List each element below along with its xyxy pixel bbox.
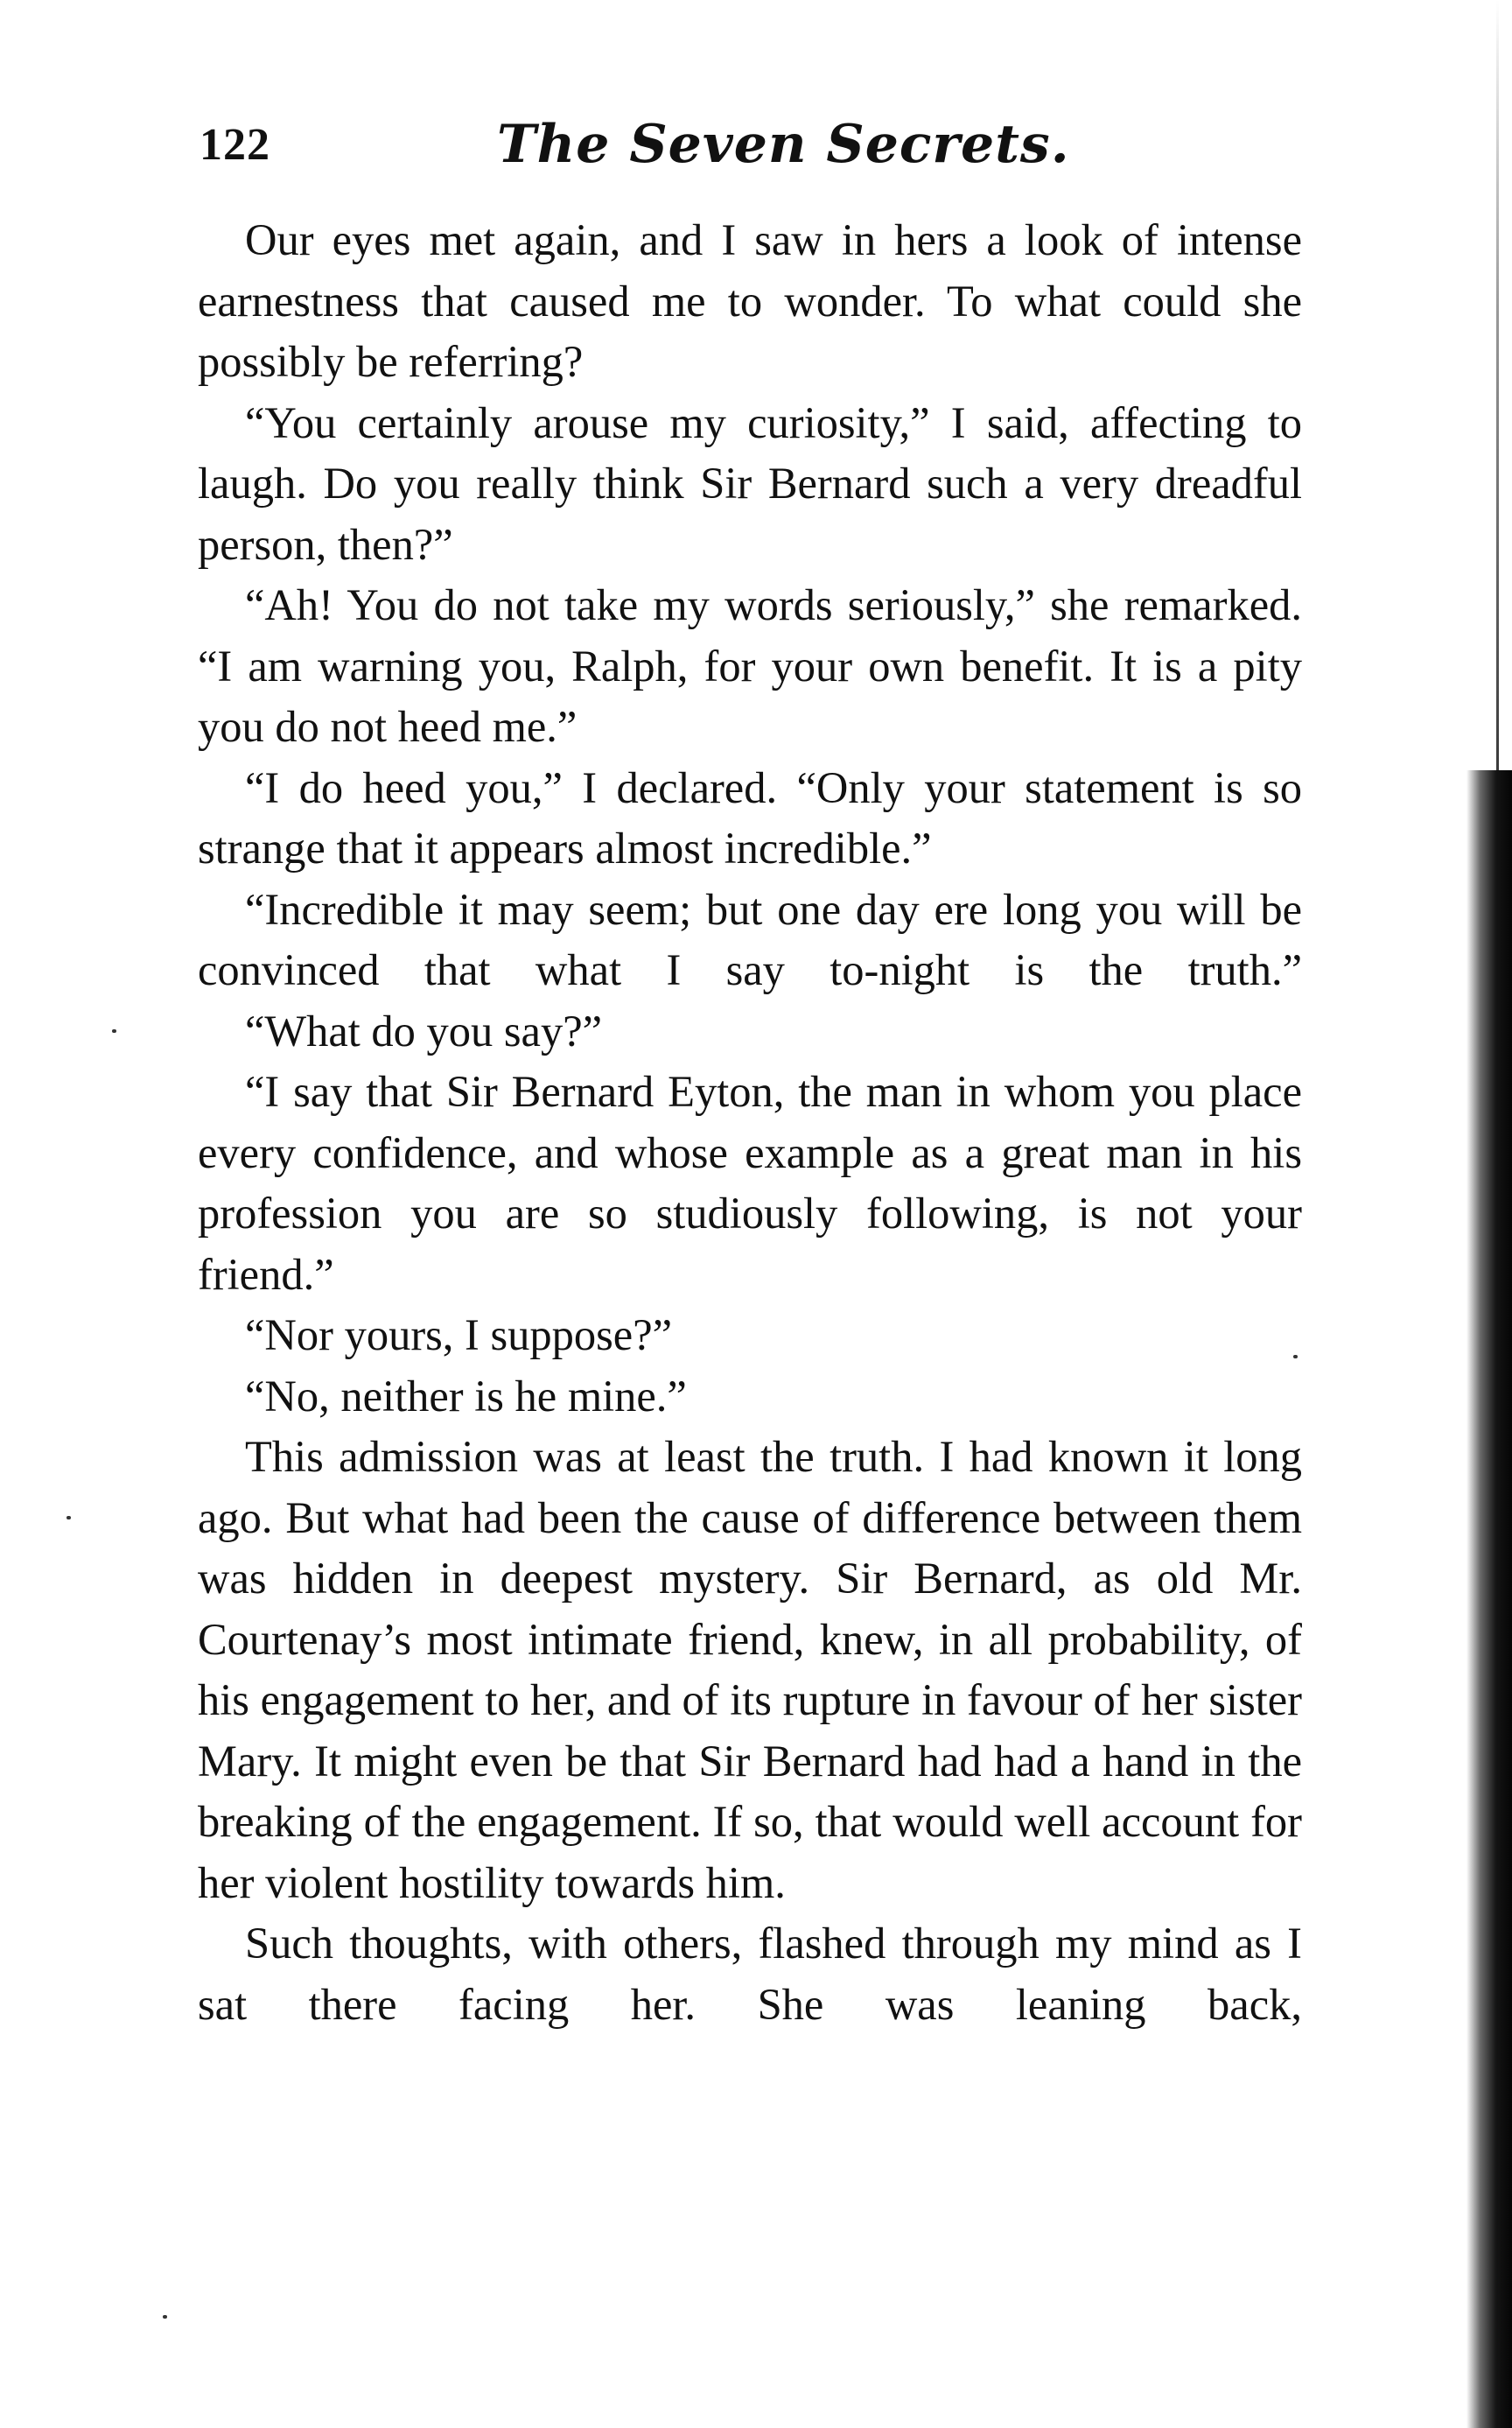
scan-speck xyxy=(1293,1355,1298,1358)
paragraph: “Nor yours, I suppose?” xyxy=(245,1310,673,1359)
paragraph: This admission was at least the truth. I had known it long ago. But what had been the cause of difference between them was hidden in deepest mystery. Sir Bernard, as old Mr. Courtenay’s most intimate friend, knew, in all probability, of his engagement to her, and of its rupture in favour of her sister Mary. It might even be that Sir Bernard had had a hand in the breaking of the engagement. If so, that would well account for her violent hostility towards him. xyxy=(198,1432,1302,1907)
paragraph: Our eyes met again, and I saw in hers a look of intense earnestness that caused me to wonder. To what could she possibly be referring? xyxy=(198,215,1302,386)
running-head xyxy=(200,114,1302,184)
paragraph: “Ah! You do not take my words seriously,” she remarked. “I am warning you, Ralph, for your own benefit. It is a pity you do not heed me.” xyxy=(198,580,1302,751)
paragraph: “What do you say?” xyxy=(245,1006,603,1056)
scan-speck xyxy=(163,2315,167,2319)
paragraph: “You certainly arouse my curiosity,” I said, affecting to laugh. Do you really think Sir Bernard such a very dreadful person, then?” xyxy=(198,397,1302,569)
scan-speck xyxy=(112,1029,116,1033)
paragraph: “No, neither is he mine.” xyxy=(245,1371,687,1421)
paragraph: “I do heed you,” I declared. “Only your statement is so strange that it appears almost incredible.” xyxy=(198,762,1302,873)
page-edge-line xyxy=(1496,0,1499,770)
page-edge-shadow xyxy=(1466,770,1512,2428)
page-number: 122 xyxy=(200,120,270,170)
paragraph: Such thoughts, with others, flashed through my mind as I sat there facing her. She was leaning back, xyxy=(198,1919,1302,2029)
paragraph: “I say that Sir Bernard Eyton, the man in whom you place every confidence, and whose example as a great man in his profession you are so studiously following, is not your friend.” xyxy=(198,1067,1302,1299)
paragraph: “Incredible it may seem; but one day ere long you will be convinced that what I say to-night is the truth.” xyxy=(198,884,1302,994)
book-title: The Seven Secrets. xyxy=(497,114,1070,175)
body-text xyxy=(198,210,1302,2035)
scan-speck xyxy=(66,1516,71,1519)
